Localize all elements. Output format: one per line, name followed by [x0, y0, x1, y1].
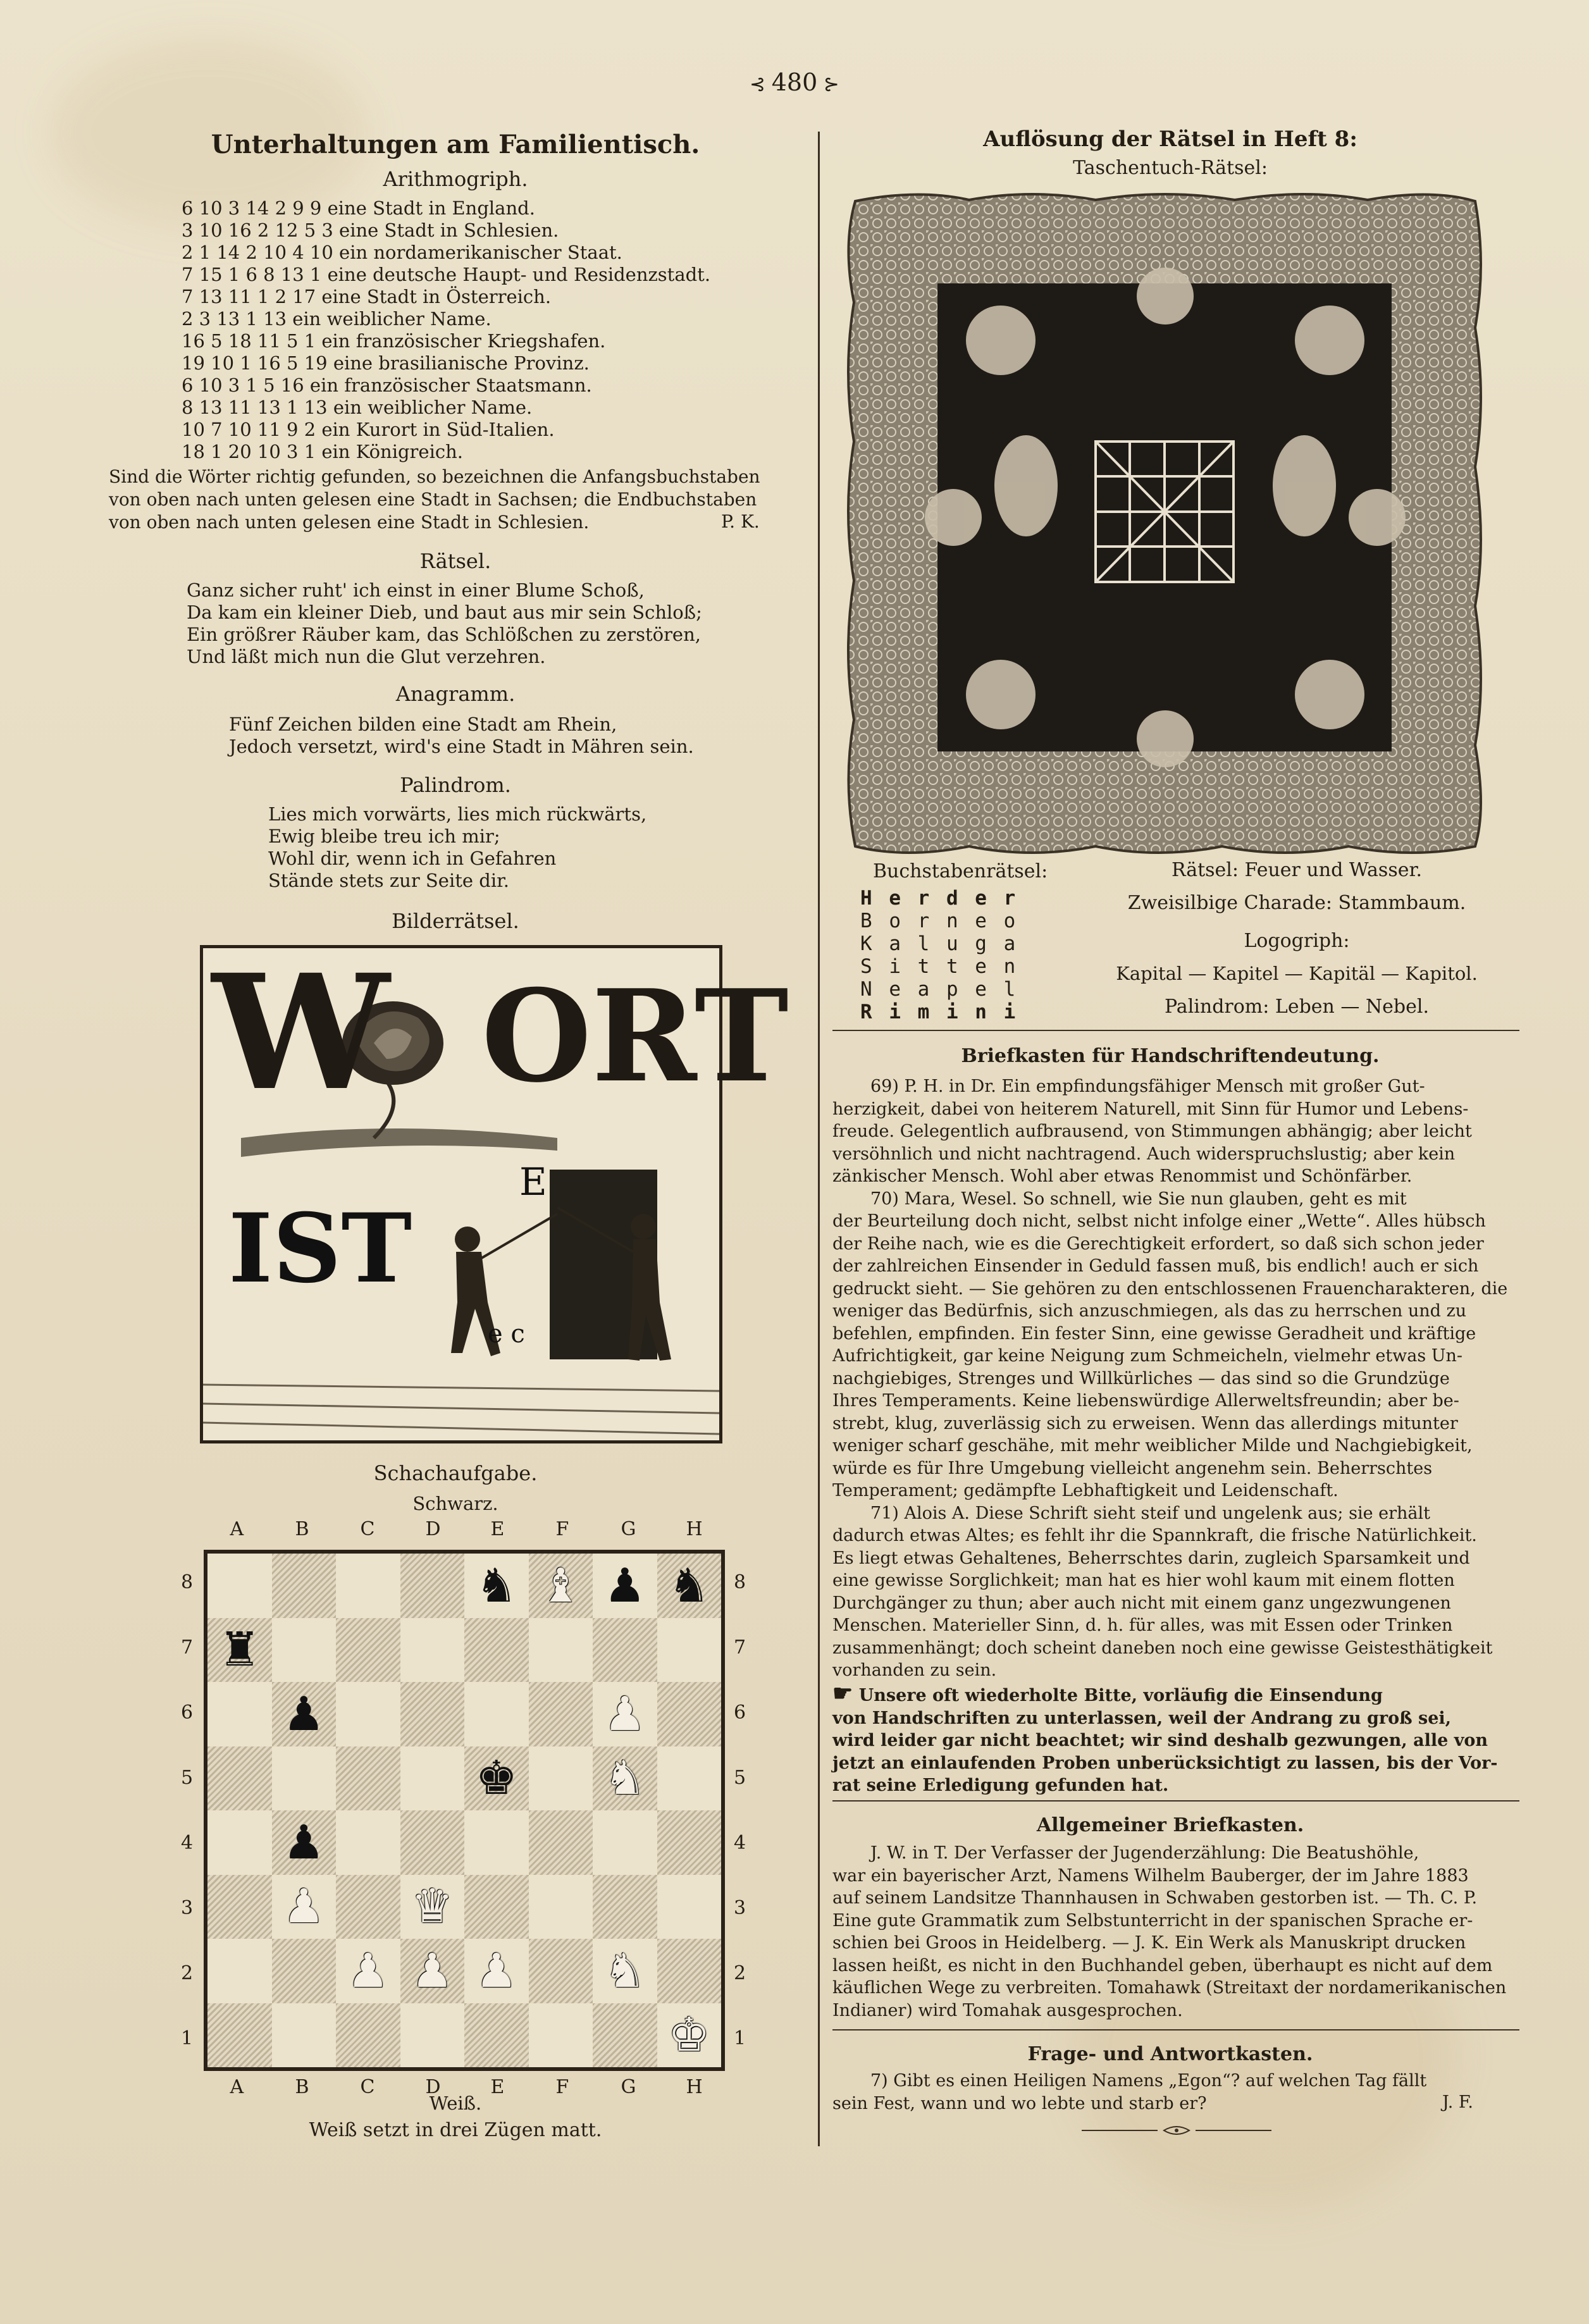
verse-line: Ein größrer Räuber kam, das Schlößchen zu zerstören,	[187, 624, 701, 645]
arithmogriph-row: 3 10 16 2 12 5 3 eine Stadt in Schlesien.	[182, 219, 559, 241]
chess-square-b5	[272, 1746, 337, 1811]
text-line: Es liegt etwas Gehaltenes, Beherrschtes darin, zugleich Sparsamkeit und	[832, 1548, 1470, 1568]
divider	[832, 1800, 1519, 1802]
text-line	[832, 1680, 1519, 1707]
chess-rank-label: 3	[734, 1896, 746, 1919]
solution-title: Auflösung der Rätsel in Heft 8:	[983, 127, 1357, 152]
chess-square-a2	[207, 1939, 272, 2003]
chess-square-f1	[529, 2003, 593, 2068]
chess-file-label: B	[295, 2076, 309, 2098]
chess-square-b8	[272, 1554, 337, 1618]
chess-file-label: C	[360, 1518, 375, 1540]
buchstaben-word: R i m i n i	[860, 1001, 1018, 1023]
chess-square-g2	[593, 1939, 657, 2003]
text-line: würde es für Ihre Umgebung vielleicht angenehm sein. Beherrschtes	[832, 1458, 1433, 1478]
chess-square-f7	[529, 1618, 593, 1683]
chess-square-d3	[400, 1875, 465, 1939]
text-line: der zahlreichen Einsender in Geduld fassen muß, bis endlich! auch er sich	[832, 1256, 1479, 1276]
anagramm-verse	[229, 714, 694, 758]
text-line: gedruckt sieht. — Sie gehören zu den entschlossenen Frauencharakteren, die	[832, 1278, 1508, 1299]
picture-letters-ist: IST	[228, 1193, 412, 1304]
chess-square-h1	[657, 2003, 722, 2068]
black-knight-icon: ♞	[475, 1558, 517, 1613]
text-line: Ihres Temperaments. Keine liebenswürdige Allerweltsfreundin; aber be-	[832, 1391, 1459, 1411]
black-king-icon: ♚	[475, 1751, 517, 1806]
text-line: Temperament; gedämpfte Lebhaftigkeit und Leidenschaft.	[832, 1481, 1339, 1500]
chess-square-e6	[464, 1682, 529, 1746]
chess-square-g8	[593, 1554, 657, 1618]
white-knight-icon: ♞	[603, 1943, 646, 1998]
verse-line: Wohl dir, wenn ich in Gefahren	[268, 848, 557, 869]
buchstaben-grid	[860, 887, 1018, 1023]
arithmogriph-row: 6 10 3 14 2 9 9 eine Stadt in England.	[182, 197, 535, 219]
arithmogriph-row: 7 15 1 6 8 13 1 eine deutsche Haupt- und Residenzstadt.	[182, 264, 711, 285]
chess-square-c4	[336, 1810, 400, 1875]
buchstaben-word: K a l u g a	[860, 932, 1018, 955]
text-line: rat seine Erledigung gefunden hat.	[832, 1776, 1169, 1795]
text-line: der Reihe nach, wie es die Gerechtigkeit erfordert, so daß sich schon jeder	[832, 1233, 1484, 1254]
note-line: von oben nach unten gelesen eine Stadt in Schlesien.	[109, 512, 590, 533]
text-line: J. W. in T. Der Verfasser der Jugenderzählung: Die Beatushöhle,	[870, 1843, 1419, 1863]
chess-square-g6	[593, 1682, 657, 1746]
chess-file-label: H	[686, 1518, 703, 1540]
arithmogriph-row: 2 3 13 1 13 ein weiblicher Name.	[182, 308, 492, 330]
text-line: Indianer) wird Tomahak ausgesprochen.	[832, 2000, 1183, 2020]
frage-heading: Frage- und Antwortkasten.	[1027, 2043, 1313, 2065]
chess-rank-label: 8	[734, 1571, 746, 1593]
verse-line: Und läßt mich nun die Glut verzehren.	[187, 646, 546, 667]
text-line: 70) Mara, Wesel. So schnell, wie Sie nun glauben, geht es mit	[870, 1189, 1407, 1209]
chess-square-a4	[207, 1810, 272, 1875]
chess-square-h5	[657, 1746, 722, 1811]
solution-logogriph: Kapital — Kapitel — Kapitäl — Kapitol.	[1116, 963, 1478, 984]
chess-rank-label: 5	[181, 1766, 194, 1789]
chess-square-d4	[400, 1810, 465, 1875]
chess-task: Weiß setzt in drei Zügen matt.	[309, 2119, 602, 2141]
chess-square-a7	[207, 1618, 272, 1683]
solution-palindrom: Palindrom: Leben — Nebel.	[1164, 996, 1430, 1018]
chess-black-label: Schwarz.	[412, 1493, 498, 1514]
chess-rank-label: 8	[181, 1571, 194, 1593]
chess-rank-label: 4	[734, 1831, 746, 1854]
text-line: Eine gute Grammatik zum Selbstunterricht in der spanischen Sprache er-	[832, 1910, 1473, 1931]
text-line: nachgiebiges, Strenges und Willkürliches — das sind so die Grundzüge	[832, 1368, 1450, 1388]
chess-board	[204, 1550, 725, 2071]
handkerchief-line-pattern	[1096, 442, 1233, 582]
chess-square-f8	[529, 1554, 593, 1618]
chess-file-label: H	[686, 2076, 703, 2098]
buchstaben-word: S i t t e n	[860, 955, 1018, 978]
picture-letter-e: E	[519, 1160, 547, 1204]
chess-rank-label: 3	[181, 1896, 194, 1919]
text-line: sein Fest, wann und wo lebte und starb er?	[832, 2093, 1207, 2113]
solution-charade: Zweisilbige Charade: Stammbaum.	[1127, 892, 1466, 914]
chess-square-f3	[529, 1875, 593, 1939]
notice-first-line: Unsere oft wiederholte Bitte, vorläufig die Einsendung	[858, 1686, 1383, 1705]
chess-square-e5	[464, 1746, 529, 1811]
arithmogriph-heading: Arithmogriph.	[383, 167, 528, 191]
chess-square-a6	[207, 1682, 272, 1746]
chess-square-h8	[657, 1554, 722, 1618]
anagramm-heading: Anagramm.	[395, 682, 516, 706]
solution-logogriph-heading: Logogriph:	[1244, 930, 1350, 952]
allgemein-heading: Allgemeiner Briefkasten.	[1036, 1814, 1304, 1836]
chess-square-e2	[464, 1939, 529, 2003]
frage-author: J. F.	[1442, 2092, 1474, 2112]
text-line: Menschen. Materieller Sinn, d. h. für alles, was mit Essen oder Trinken	[832, 1616, 1453, 1635]
verse-line: Da kam ein kleiner Dieb, und baut aus mir sein Schloß;	[187, 602, 702, 623]
chess-square-d8	[400, 1554, 465, 1618]
column-rule	[818, 132, 820, 2146]
chess-square-d6	[400, 1682, 465, 1746]
verse-line: Ganz sicher ruht' ich einst in einer Blume Schoß,	[187, 579, 645, 601]
chess-heading: Schachaufgabe.	[373, 1461, 538, 1485]
chess-square-a1	[207, 2003, 272, 2068]
chess-square-e8	[464, 1554, 529, 1618]
raetsel-verse	[187, 579, 702, 668]
arithmogriph-row: 8 13 11 13 1 13 ein weiblicher Name.	[182, 397, 533, 418]
white-pawn-icon: ♟	[347, 1943, 389, 1998]
chess-file-label: G	[621, 2076, 636, 2098]
page-number: ⊰ 480 ⊱	[750, 68, 839, 96]
text-line: käuflichen Wege zu verbreiten. Tomahawk (Streitaxt der nordamerikanischen	[832, 1978, 1507, 1998]
chess-square-h4	[657, 1810, 722, 1875]
chess-square-h6	[657, 1682, 722, 1746]
chess-square-f4	[529, 1810, 593, 1875]
chess-square-e1	[464, 2003, 529, 2068]
text-line: auf seinem Landsitze Thannhausen in Schwaben gestorben ist. — Th. C. P.	[832, 1888, 1478, 1908]
text-line: vorhanden zu sein.	[832, 1660, 997, 1680]
chess-file-label: E	[490, 2076, 505, 2098]
picture-letters-ec: e c	[488, 1320, 525, 1349]
chess-file-label: E	[490, 1518, 505, 1540]
chess-square-h7	[657, 1618, 722, 1683]
verse-line: Lies mich vorwärts, lies mich rückwärts,	[268, 803, 647, 825]
note-line: von oben nach unten gelesen eine Stadt in Sachsen; die Endbuchstaben	[109, 489, 757, 510]
chess-square-b2	[272, 1939, 337, 2003]
black-pawn-icon: ♟	[283, 1815, 325, 1870]
chess-square-d1	[400, 2003, 465, 2068]
buchstaben-word: N e a p e l	[860, 978, 1018, 1001]
verse-line: Fünf Zeichen bilden eine Stadt am Rhein,	[229, 714, 617, 735]
chess-rank-label: 6	[181, 1701, 194, 1724]
chess-square-c8	[336, 1554, 400, 1618]
chess-square-b1	[272, 2003, 337, 2068]
chess-square-d2	[400, 1939, 465, 2003]
chess-square-h3	[657, 1875, 722, 1939]
text-line: weniger das Bedürfnis, sich anzuschmiegen, als das zu herrschen und zu	[832, 1301, 1467, 1321]
raetsel-heading: Rätsel.	[419, 549, 492, 573]
text-line: zänkischer Mensch. Wohl aber etwas Renommist und Schönfärber.	[832, 1166, 1413, 1186]
chess-square-g3	[593, 1875, 657, 1939]
text-line: jetzt an einlaufenden Proben unberücksichtigt zu lassen, bis der Vor-	[832, 1753, 1498, 1773]
chess-square-g5	[593, 1746, 657, 1811]
text-line: strebt, klug, zuverlässig sich zu erweisen. Wenn das allerdings mitunter	[832, 1413, 1458, 1433]
chess-rank-label: 7	[181, 1636, 194, 1659]
text-line: Durchgänger zu thun; aber auch nicht mit einem ganz ungezwungenen	[832, 1593, 1451, 1613]
black-pawn-icon: ♟	[283, 1686, 325, 1741]
chess-rank-label: 4	[181, 1831, 194, 1854]
chess-square-e7	[464, 1618, 529, 1683]
text-line: herzigkeit, dabei von heiterem Naturell, mit Sinn für Humor und Lebens-	[832, 1099, 1469, 1119]
text-line: wird leider gar nicht beachtet; wir sind deshalb gezwungen, alle von	[832, 1731, 1488, 1750]
chess-square-a5	[207, 1746, 272, 1811]
palindrom-verse	[268, 803, 646, 892]
chess-rank-label: 2	[181, 1962, 194, 1984]
white-king-icon: ♚	[668, 2008, 710, 2063]
handschrift-text	[832, 1075, 1519, 1682]
chess-file-label: D	[425, 2076, 441, 2098]
chess-rank-label: 6	[734, 1701, 746, 1724]
text-line: war ein bayerischer Arzt, Namens Wilhelm Bauberger, der im Jahre 1883	[832, 1865, 1469, 1886]
arithmogriph-author: P. K.	[721, 511, 760, 532]
chess-file-label: A	[230, 2076, 244, 2098]
arithmogriph-row: 10 7 10 11 9 2 ein Kurort in Süd-Italien.	[182, 419, 555, 440]
chess-square-c1	[336, 2003, 400, 2068]
chess-square-f6	[529, 1682, 593, 1746]
arithmogriph-row: 6 10 3 1 5 16 ein französischer Staatsmann.	[182, 374, 592, 396]
frage-text	[832, 2070, 1519, 2115]
picture-letters-ort: ORT	[481, 962, 789, 1111]
chess-file-label: F	[555, 1518, 569, 1540]
white-knight-icon: ♞	[603, 1751, 646, 1806]
text-line: schien bei Groos in Heidelberg. — J. K. Ein Werk als Manuskript drucken	[832, 1933, 1466, 1953]
chess-square-b3	[272, 1875, 337, 1939]
text-line: zusammenhängt; doch scheint daneben noch eine gewisse Geistesthätigkeit	[832, 1638, 1493, 1658]
chess-file-label: D	[425, 1518, 441, 1540]
chess-white-label: Weiß.	[429, 2092, 482, 2114]
ornament-divider	[1082, 2123, 1271, 2138]
text-line: 71) Alois A. Diese Schrift sieht steif und ungelenk aus; sie erhält	[870, 1503, 1431, 1523]
chess-square-c7	[336, 1618, 400, 1683]
chess-square-h2	[657, 1939, 722, 2003]
black-pawn-icon: ♟	[603, 1558, 646, 1613]
chess-rank-label: 5	[734, 1766, 746, 1789]
chess-rank-label: 1	[734, 2027, 746, 2049]
chess-file-label: C	[360, 2076, 375, 2098]
chess-square-a8	[207, 1554, 272, 1618]
text-line: der Beurteilung doch nicht, selbst nicht infolge einer „Wette“. Alles hübsch	[832, 1211, 1486, 1231]
black-knight-icon: ♞	[668, 1558, 710, 1613]
divider	[832, 1030, 1519, 1031]
text-line: befehlen, empfinden. Ein fester Sinn, eine gewisse Geradheit und kräftige	[832, 1323, 1476, 1344]
chess-square-a3	[207, 1875, 272, 1939]
text-line: eine gewisse Sorglichkeit; man hat es hier wohl kaum mit einem flotten	[832, 1571, 1455, 1590]
handschrift-heading: Briefkasten für Handschriftendeutung.	[961, 1045, 1380, 1067]
text-line: 69) P. H. in Dr. Ein empfindungsfähiger Mensch mit großer Gut-	[870, 1077, 1425, 1096]
chess-square-b7	[272, 1618, 337, 1683]
verse-line: Jedoch versetzt, wird's eine Stadt in Mähren sein.	[229, 736, 694, 757]
note-line: Sind die Wörter richtig gefunden, so bezeichnen die Anfangsbuchstaben	[109, 466, 760, 487]
chess-rank-label: 1	[181, 2027, 194, 2049]
chess-square-c5	[336, 1746, 400, 1811]
handschrift-notice	[832, 1680, 1519, 1797]
chess-square-e3	[464, 1875, 529, 1939]
buchstaben-heading: Buchstabenrätsel:	[873, 860, 1048, 882]
chess-square-d7	[400, 1618, 465, 1683]
text-line: lassen heißt, es nicht in den Buchhandel geben, überhaupt es nicht auf dem	[832, 1955, 1493, 1975]
chess-rank-label: 2	[734, 1962, 746, 1984]
chess-square-c3	[336, 1875, 400, 1939]
chess-file-label: G	[621, 1518, 636, 1540]
chess-square-g1	[593, 2003, 657, 2068]
buchstaben-word: B o r n e o	[860, 910, 1018, 932]
chess-square-b4	[272, 1810, 337, 1875]
arithmogriph-rows	[182, 197, 710, 463]
arithmogriph-row: 16 5 18 11 5 1 ein französischer Kriegshafen.	[182, 330, 606, 352]
chess-square-c6	[336, 1682, 400, 1746]
white-queen-icon: ♛	[411, 1879, 454, 1934]
solution-raetsel: Rätsel: Feuer und Wasser.	[1171, 859, 1423, 881]
chess-square-e4	[464, 1810, 529, 1875]
picture-puzzle	[200, 939, 789, 1443]
divider	[832, 2029, 1519, 2030]
section-title: Unterhaltungen am Familientisch.	[211, 130, 700, 159]
chess-file-label: F	[555, 2076, 569, 2098]
page-number-text: 480	[771, 68, 818, 96]
verse-line: Stände stets zur Seite dir.	[268, 870, 509, 891]
text-line: versöhnlich und nicht nachtragend. Auch widerspruchslustig; aber kein	[832, 1144, 1456, 1164]
picture-letter-w: W	[212, 939, 390, 1125]
text-line: Aufrichtigkeit, gar keine Neigung zum Schmeicheln, vielmehr etwas Un-	[832, 1346, 1463, 1366]
chess-square-f5	[529, 1746, 593, 1811]
chess-file-label: B	[295, 1518, 309, 1540]
white-pawn-icon: ♟	[283, 1879, 325, 1934]
handkerchief-puzzle-image	[843, 189, 1487, 859]
buchstaben-word: H e r d e r	[860, 887, 1018, 910]
verse-line: Ewig bleibe treu ich mir;	[268, 825, 500, 847]
chess-square-c2	[336, 1939, 400, 2003]
arithmogriph-row: 7 13 11 1 2 17 eine Stadt in Österreich.	[182, 286, 552, 307]
white-pawn-icon: ♟	[603, 1686, 646, 1741]
text-line: 7) Gibt es einen Heiligen Namens „Egon“? auf welchen Tag fällt	[870, 2071, 1427, 2091]
pointing-hand-icon: ☛	[832, 1680, 853, 1707]
bilderraetsel-heading: Bilderrätsel.	[392, 909, 519, 933]
chess-square-g7	[593, 1618, 657, 1683]
chess-square-b6	[272, 1682, 337, 1746]
arithmogriph-row: 19 10 1 16 5 19 eine brasilianische Provinz.	[182, 352, 590, 374]
white-bishop-icon: ♝	[540, 1558, 582, 1613]
palindrom-heading: Palindrom.	[400, 773, 511, 797]
chess-square-d5	[400, 1746, 465, 1811]
arithmogriph-note	[109, 466, 796, 534]
text-line: dadurch etwas Altes; es fehlt ihr die Spannkraft, die frische Natürlichkeit.	[832, 1526, 1477, 1545]
allgemein-text	[832, 1842, 1519, 2022]
arithmogriph-row: 2 1 14 2 10 4 10 ein nordamerikanischer Staat.	[182, 242, 622, 263]
chess-square-f2	[529, 1939, 593, 2003]
taschentuch-heading: Taschentuch-Rätsel:	[1073, 157, 1268, 179]
arithmogriph-row: 18 1 20 10 3 1 ein Königreich.	[182, 441, 463, 462]
chess-square-g4	[593, 1810, 657, 1875]
text-line: weniger scharf geschähe, mit mehr weiblicher Milde und Nachgiebigkeit,	[832, 1436, 1473, 1456]
white-pawn-icon: ♟	[411, 1943, 454, 1998]
chess-rank-label: 7	[734, 1636, 746, 1659]
black-rook-icon: ♜	[218, 1622, 261, 1678]
text-line: von Handschriften zu unterlassen, weil der Andrang zu groß sei,	[832, 1708, 1452, 1728]
white-pawn-icon: ♟	[475, 1943, 517, 1998]
text-line: freude. Gelegentlich aufbrausend, von Stimmungen abhängig; aber leicht	[832, 1122, 1472, 1141]
chess-file-label: A	[230, 1518, 244, 1540]
